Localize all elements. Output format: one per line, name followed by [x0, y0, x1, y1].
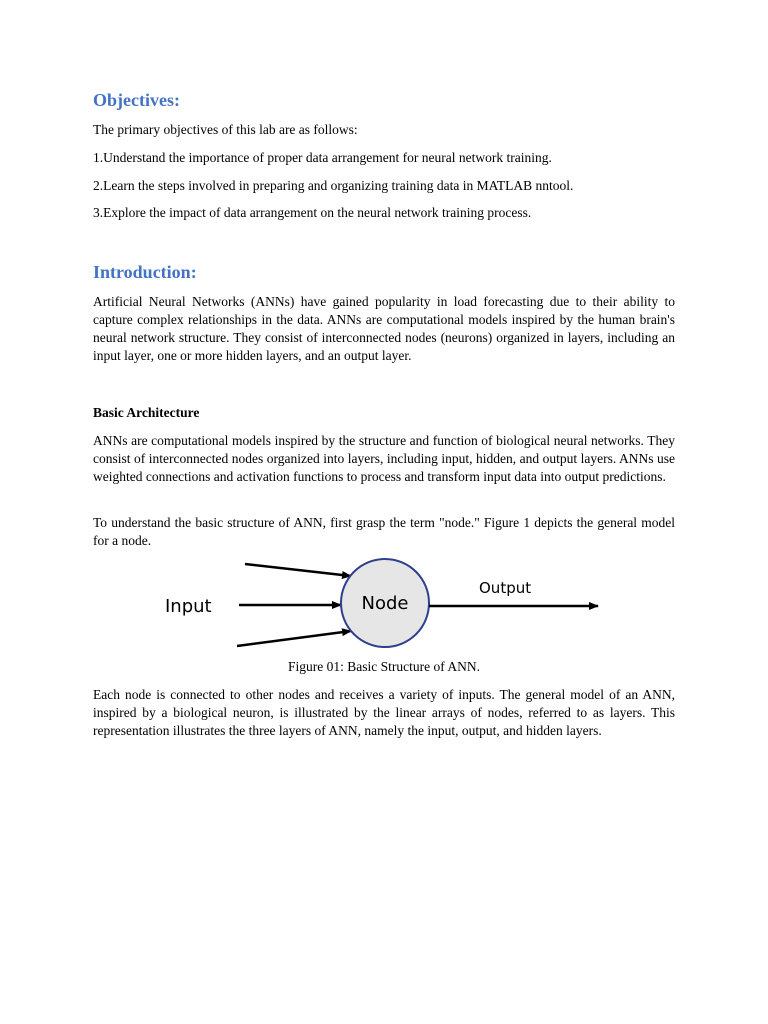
- node-figure: [153, 556, 613, 648]
- node-diagram: [153, 556, 613, 648]
- objective-item-1: 1.Understand the importance of proper data arrangement for neural network training.: [93, 150, 552, 165]
- input-arrow-bottom: [237, 631, 351, 646]
- node-label: Node: [361, 593, 409, 614]
- output-label: Output: [479, 579, 532, 597]
- input-label: Input: [165, 596, 212, 617]
- introduction-heading: Introduction:: [93, 262, 197, 282]
- input-arrow-top: [245, 564, 351, 576]
- basic-architecture-paragraph-2: To understand the basic structure of ANN, first grasp the term "node." Figure 1 depicts the general model for a node.: [93, 515, 675, 548]
- objective-item-2: 2.Learn the steps involved in preparing and organizing training data in MATLAB nntool.: [93, 178, 574, 193]
- closing-paragraph: Each node is connected to other nodes and receives a variety of inputs. The general model of an ANN, inspired by a biological neuron, is illustrated by the linear arrays of nodes, referred to as layers. This representation illustrates the three layers of ANN, namely the input, output, and hidden layers.: [93, 687, 675, 738]
- objective-item-3: 3.Explore the impact of data arrangement on the neural network training process.: [93, 205, 532, 220]
- objectives-heading: Objectives:: [93, 90, 180, 110]
- basic-architecture-paragraph-1: ANNs are computational models inspired by the structure and function of biological neural networks. They consist of interconnected nodes organized into layers, including input, hidden, and output layers. ANNs use weighted connections and activation functions to process and transform input data into output predictions.: [93, 433, 675, 484]
- basic-architecture-heading: Basic Architecture: [93, 405, 200, 420]
- introduction-paragraph: Artificial Neural Networks (ANNs) have gained popularity in load forecasting due to their ability to capture complex relationships in the data. ANNs are computational models inspired by the human brain's neural network structure. They consist of interconnected nodes (neurons) organized in layers, including an input layer, one or more hidden layers, and an output layer.: [93, 294, 675, 363]
- figure-caption: Figure 01: Basic Structure of ANN.: [288, 659, 480, 674]
- objectives-intro: The primary objectives of this lab are as follows:: [93, 122, 358, 137]
